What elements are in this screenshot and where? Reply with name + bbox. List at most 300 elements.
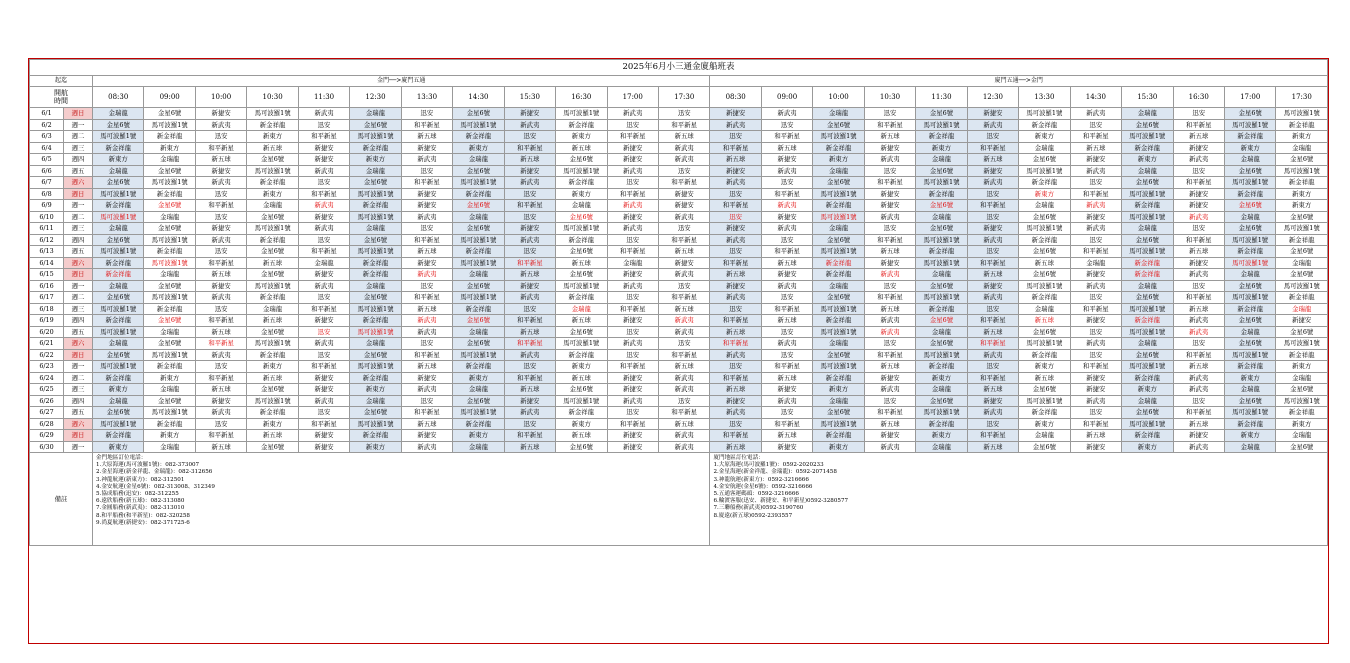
schedule-rows	[30, 108, 1328, 453]
ship-cell: 新捷安	[1173, 188, 1224, 200]
ship-cell: 迅安	[1070, 234, 1121, 246]
ship-cell: 新武夷	[864, 269, 915, 281]
departure-time: 15:30	[1122, 87, 1173, 108]
xiamen-contact-line: 3.神龍航運(新東方)：0592-3216666	[713, 476, 809, 483]
kinmen-contacts	[93, 453, 710, 546]
ship-cell: 新捷安	[761, 384, 812, 396]
ship-cell: 金星6號	[916, 200, 967, 212]
ship-cell: 新東方	[1224, 430, 1275, 442]
ship-cell: 新東方	[1276, 361, 1328, 373]
departure-time: 12:30	[350, 87, 401, 108]
ship-cell: 馬可波羅1號	[1224, 234, 1275, 246]
ship-cell: 和平新星	[504, 257, 555, 269]
ship-cell: 新金祥龍	[453, 131, 504, 143]
ship-cell: 新武夷	[710, 119, 761, 131]
ship-cell: 新捷安	[298, 269, 349, 281]
ship-cell: 馬可波羅1號	[813, 326, 864, 338]
ship-cell: 金星6號	[93, 177, 144, 189]
ship-cell: 迅安	[710, 131, 761, 143]
ship-cell: 新五球	[1019, 372, 1070, 384]
ship-cell: 金瑞龍	[93, 280, 144, 292]
ship-cell: 和平新星	[504, 142, 555, 154]
ship-cell: 金瑞龍	[813, 395, 864, 407]
ship-cell: 新東方	[556, 361, 607, 373]
ship-cell: 馬可波羅1號	[93, 326, 144, 338]
departure-time: 11:30	[298, 87, 349, 108]
ship-cell: 迅安	[195, 418, 246, 430]
ship-cell: 和平新星	[710, 200, 761, 212]
xiamen-contact-line: 1.大原海運(馬可波羅1號)：0592-2020233	[713, 462, 824, 469]
ship-cell: 新武夷	[298, 280, 349, 292]
ship-cell: 新武夷	[710, 292, 761, 304]
ship-cell: 和平新星	[1070, 131, 1121, 143]
ship-cell: 馬可波羅1號	[1019, 395, 1070, 407]
ship-cell: 和平新星	[195, 430, 246, 442]
ship-cell: 新金祥龍	[1019, 234, 1070, 246]
ship-cell: 金瑞龍	[1276, 303, 1328, 315]
ship-cell: 馬可波羅1號	[1224, 119, 1275, 131]
ship-cell: 金星6號	[1224, 315, 1275, 327]
weekday-cell: 週二	[64, 211, 93, 223]
ship-cell: 金星6號	[556, 441, 607, 453]
ship-cell: 金瑞龍	[1019, 142, 1070, 154]
ship-cell: 迅安	[298, 326, 349, 338]
xiamen-contact-line: 5.五通客運碼頭：0592-3216666	[713, 491, 799, 498]
ship-cell: 新武夷	[607, 338, 658, 350]
ship-cell: 新武夷	[967, 349, 1018, 361]
ship-cell: 金星6號	[350, 234, 401, 246]
ship-cell: 新金祥龍	[350, 372, 401, 384]
ship-cell: 新東方	[350, 384, 401, 396]
table-row	[30, 372, 1328, 384]
ship-cell: 新捷安	[761, 269, 812, 281]
ship-cell: 新五球	[556, 142, 607, 154]
ship-cell: 馬可波羅1號	[144, 177, 195, 189]
departure-time: 17:30	[1276, 87, 1328, 108]
table-row	[30, 384, 1328, 396]
ship-cell: 金瑞龍	[93, 108, 144, 120]
ship-cell: 馬可波羅1號	[1276, 223, 1328, 235]
date-cell: 6/14	[30, 257, 64, 269]
ship-cell: 新捷安	[658, 188, 709, 200]
ship-cell: 新五球	[658, 418, 709, 430]
ship-cell: 新捷安	[607, 154, 658, 166]
ship-cell: 新武夷	[195, 119, 246, 131]
ship-cell: 金星6號	[1224, 280, 1275, 292]
ship-cell: 新金祥龍	[453, 418, 504, 430]
ship-cell: 金瑞龍	[144, 211, 195, 223]
ship-cell: 新捷安	[195, 223, 246, 235]
ship-cell: 馬可波羅1號	[813, 188, 864, 200]
departure-time: 16:30	[556, 87, 607, 108]
ship-cell: 新捷安	[607, 384, 658, 396]
ship-cell: 新五球	[761, 257, 812, 269]
ship-cell: 新捷安	[761, 441, 812, 453]
ship-cell: 新捷安	[607, 441, 658, 453]
ship-cell: 新東方	[453, 372, 504, 384]
xiamen-contact-line: 6.輪渡客服(迅安、新捷安、和平新星)0592-3280577	[713, 498, 849, 505]
table-row	[30, 430, 1328, 442]
ship-cell: 和平新星	[298, 303, 349, 315]
schedule-table	[29, 59, 1328, 546]
ship-cell: 馬可波羅1號	[1122, 131, 1173, 143]
ship-cell: 新武夷	[864, 315, 915, 327]
ship-cell: 新東方	[144, 372, 195, 384]
ship-cell: 和平新星	[761, 188, 812, 200]
ship-cell: 新五球	[1070, 142, 1121, 154]
ship-cell: 新捷安	[298, 430, 349, 442]
ship-cell: 迅安	[761, 407, 812, 419]
weekday-cell: 週日	[64, 188, 93, 200]
ship-cell: 新捷安	[607, 372, 658, 384]
ship-cell: 馬可波羅1號	[93, 246, 144, 258]
ship-cell: 新武夷	[607, 280, 658, 292]
ship-cell: 金星6號	[916, 338, 967, 350]
ship-cell: 金星6號	[1019, 154, 1070, 166]
ship-cell: 金星6號	[556, 384, 607, 396]
date-cell: 6/1	[30, 108, 64, 120]
ship-cell: 和平新星	[761, 131, 812, 143]
ship-cell: 金星6號	[247, 384, 298, 396]
ship-cell: 和平新星	[195, 372, 246, 384]
ship-cell: 新捷安	[607, 430, 658, 442]
weekday-cell: 週一	[64, 361, 93, 373]
ship-cell: 和平新星	[1173, 234, 1224, 246]
ship-cell: 金瑞龍	[350, 223, 401, 235]
weekday-cell: 週三	[64, 384, 93, 396]
ship-cell: 金瑞龍	[916, 384, 967, 396]
ship-cell: 和平新星	[298, 246, 349, 258]
ship-cell: 迅安	[710, 361, 761, 373]
ship-cell: 新武夷	[195, 177, 246, 189]
ship-cell: 新東方	[556, 131, 607, 143]
ship-cell: 新金祥龍	[93, 200, 144, 212]
table-title: 2025年6月小三通金廈船班表	[30, 60, 1328, 76]
ship-cell: 新五球	[1173, 303, 1224, 315]
ship-cell: 新武夷	[298, 223, 349, 235]
ship-cell: 馬可波羅1號	[144, 292, 195, 304]
table-row	[30, 280, 1328, 292]
ship-cell: 金瑞龍	[1122, 223, 1173, 235]
ship-cell: 新金祥龍	[1019, 177, 1070, 189]
departure-time: 10:00	[195, 87, 246, 108]
ship-cell: 金星6號	[556, 269, 607, 281]
ship-cell: 迅安	[967, 131, 1018, 143]
date-cell: 6/8	[30, 188, 64, 200]
ship-cell: 迅安	[710, 418, 761, 430]
ship-cell: 迅安	[298, 349, 349, 361]
ship-cell: 金瑞龍	[1122, 108, 1173, 120]
ship-cell: 馬可波羅1號	[1019, 280, 1070, 292]
ship-cell: 新金祥龍	[453, 361, 504, 373]
weekday-cell: 週日	[64, 430, 93, 442]
table-row	[30, 292, 1328, 304]
ship-cell: 新金祥龍	[93, 372, 144, 384]
ship-cell: 金瑞龍	[453, 269, 504, 281]
ship-cell: 新武夷	[658, 154, 709, 166]
date-cell: 6/10	[30, 211, 64, 223]
ship-cell: 新捷安	[1173, 430, 1224, 442]
ship-cell: 和平新星	[607, 131, 658, 143]
ship-cell: 金瑞龍	[453, 384, 504, 396]
table-row	[30, 200, 1328, 212]
ship-cell: 迅安	[761, 292, 812, 304]
ship-cell: 新東方	[1122, 384, 1173, 396]
departure-time: 08:30	[93, 87, 144, 108]
departure-time: 13:30	[401, 87, 452, 108]
ship-cell: 金瑞龍	[350, 165, 401, 177]
ship-cell: 迅安	[401, 165, 452, 177]
ship-cell: 迅安	[504, 188, 555, 200]
ship-cell: 新捷安	[504, 223, 555, 235]
date-cell: 6/26	[30, 395, 64, 407]
ship-cell: 新五球	[247, 142, 298, 154]
ship-cell: 新捷安	[864, 142, 915, 154]
ship-cell: 新東方	[556, 418, 607, 430]
ship-cell: 金瑞龍	[247, 303, 298, 315]
ship-cell: 新東方	[93, 154, 144, 166]
ship-cell: 迅安	[607, 234, 658, 246]
ship-cell: 新金祥龍	[813, 315, 864, 327]
ship-cell: 新武夷	[658, 326, 709, 338]
ship-cell: 迅安	[298, 234, 349, 246]
ship-cell: 新武夷	[298, 108, 349, 120]
ship-cell: 馬可波羅1號	[247, 108, 298, 120]
ship-cell: 新五球	[967, 269, 1018, 281]
ship-cell: 迅安	[607, 349, 658, 361]
weekday-cell: 週五	[64, 246, 93, 258]
ship-cell: 新金祥龍	[93, 257, 144, 269]
ship-cell: 馬可波羅1號	[556, 395, 607, 407]
ship-cell: 新五球	[247, 257, 298, 269]
ship-cell: 新武夷	[607, 165, 658, 177]
ship-cell: 迅安	[504, 246, 555, 258]
ship-cell: 馬可波羅1號	[1122, 418, 1173, 430]
departure-time: 12:30	[967, 87, 1018, 108]
direction-return: 廈門五通──>金門	[710, 76, 1328, 87]
ship-cell: 新捷安	[195, 108, 246, 120]
weekday-cell: 週一	[64, 200, 93, 212]
ship-cell: 新五球	[556, 430, 607, 442]
ship-cell: 金星6號	[1019, 326, 1070, 338]
ship-cell: 新武夷	[607, 108, 658, 120]
ship-cell: 新金祥龍	[144, 131, 195, 143]
ship-cell: 新東方	[93, 441, 144, 453]
ship-cell: 新捷安	[298, 315, 349, 327]
departure-time: 14:30	[453, 87, 504, 108]
ship-cell: 新捷安	[504, 280, 555, 292]
ship-cell: 新武夷	[298, 338, 349, 350]
ship-cell: 新武夷	[401, 441, 452, 453]
ship-cell: 新武夷	[504, 407, 555, 419]
ship-cell: 新金祥龍	[813, 269, 864, 281]
ship-cell: 新武夷	[504, 177, 555, 189]
schedule-sheet	[28, 58, 1329, 644]
ship-cell: 和平新星	[1173, 292, 1224, 304]
ship-cell: 新武夷	[761, 200, 812, 212]
ship-cell: 迅安	[401, 108, 452, 120]
ship-cell: 和平新星	[607, 188, 658, 200]
ship-cell: 新金祥龍	[813, 257, 864, 269]
ship-cell: 和平新星	[710, 430, 761, 442]
ship-cell: 馬可波羅1號	[916, 234, 967, 246]
ship-cell: 和平新星	[864, 407, 915, 419]
ship-cell: 金星6號	[144, 315, 195, 327]
ship-cell: 金瑞龍	[607, 257, 658, 269]
ship-cell: 和平新星	[864, 349, 915, 361]
date-cell: 6/19	[30, 315, 64, 327]
weekday-cell: 週日	[64, 349, 93, 361]
ship-cell: 新金祥龍	[1276, 177, 1328, 189]
ship-cell: 新東方	[916, 142, 967, 154]
kinmen-contact-line: 8.和平船務(和平新星)：082-320258	[96, 512, 190, 519]
ship-cell: 金星6號	[1276, 211, 1328, 223]
ship-cell: 金星6號	[93, 119, 144, 131]
ship-cell: 新五球	[761, 430, 812, 442]
ship-cell: 新五球	[1173, 418, 1224, 430]
ship-cell: 迅安	[401, 280, 452, 292]
ship-cell: 金星6號	[350, 292, 401, 304]
ship-cell: 馬可波羅1號	[1019, 338, 1070, 350]
ship-cell: 和平新星	[710, 372, 761, 384]
ship-cell: 新武夷	[607, 200, 658, 212]
ship-cell: 新武夷	[1173, 372, 1224, 384]
ship-cell: 新金祥龍	[916, 188, 967, 200]
ship-cell: 新武夷	[864, 211, 915, 223]
ship-cell: 金瑞龍	[1019, 303, 1070, 315]
ship-cell: 新金祥龍	[144, 188, 195, 200]
ship-cell: 金星6號	[1019, 211, 1070, 223]
ship-cell: 新五球	[401, 418, 452, 430]
ship-cell: 迅安	[967, 246, 1018, 258]
ship-cell: 新五球	[761, 372, 812, 384]
date-cell: 6/13	[30, 246, 64, 258]
ship-cell: 馬可波羅1號	[247, 338, 298, 350]
ship-cell: 新捷安	[967, 280, 1018, 292]
ship-cell: 金星6號	[916, 280, 967, 292]
ship-cell: 新金祥龍	[350, 269, 401, 281]
ship-cell: 新捷安	[401, 200, 452, 212]
ship-cell: 和平新星	[710, 315, 761, 327]
departure-time: 13:30	[1019, 87, 1070, 108]
ship-cell: 迅安	[195, 211, 246, 223]
ship-cell: 迅安	[195, 131, 246, 143]
ship-cell: 迅安	[710, 211, 761, 223]
ship-cell: 新武夷	[401, 384, 452, 396]
weekday-cell: 週四	[64, 395, 93, 407]
ship-cell: 新東方	[350, 154, 401, 166]
ship-cell: 金星6號	[556, 211, 607, 223]
ship-cell: 新捷安	[298, 142, 349, 154]
ship-cell: 和平新星	[401, 407, 452, 419]
date-cell: 6/17	[30, 292, 64, 304]
ship-cell: 和平新星	[401, 292, 452, 304]
ship-cell: 迅安	[298, 177, 349, 189]
ship-cell: 新金祥龍	[1122, 430, 1173, 442]
ship-cell: 新捷安	[967, 223, 1018, 235]
ship-cell: 和平新星	[658, 234, 709, 246]
ship-cell: 新五球	[195, 441, 246, 453]
departure-time: 08:30	[710, 87, 761, 108]
ship-cell: 新東方	[813, 154, 864, 166]
ship-cell: 新五球	[1019, 257, 1070, 269]
departure-time: 11:30	[916, 87, 967, 108]
ship-cell: 新金祥龍	[916, 303, 967, 315]
ship-cell: 馬可波羅1號	[1019, 165, 1070, 177]
ship-cell: 迅安	[761, 234, 812, 246]
ship-cell: 金瑞龍	[1224, 154, 1275, 166]
ship-cell: 馬可波羅1號	[144, 234, 195, 246]
ship-cell: 和平新星	[1070, 188, 1121, 200]
ship-cell: 金星6號	[247, 269, 298, 281]
ship-cell: 新五球	[967, 441, 1018, 453]
ship-cell: 新東方	[1019, 131, 1070, 143]
ship-cell: 迅安	[195, 361, 246, 373]
ship-cell: 新捷安	[864, 372, 915, 384]
ship-cell: 和平新星	[864, 234, 915, 246]
xiamen-contact-line: 2.金星海運(新金祥龍、金瑞龍)：0592-2071458	[713, 469, 837, 476]
ship-cell: 和平新星	[1070, 303, 1121, 315]
ship-cell: 新金祥龍	[1224, 418, 1275, 430]
ship-cell: 和平新星	[967, 200, 1018, 212]
weekday-cell: 週三	[64, 142, 93, 154]
ship-cell: 新東方	[556, 188, 607, 200]
date-cell: 6/9	[30, 200, 64, 212]
ship-cell: 金瑞龍	[247, 200, 298, 212]
ship-cell: 新金祥龍	[350, 430, 401, 442]
table-row	[30, 326, 1328, 338]
ship-cell: 新五球	[504, 269, 555, 281]
ship-cell: 新捷安	[1070, 211, 1121, 223]
ship-cell: 新捷安	[1276, 315, 1328, 327]
date-cell: 6/24	[30, 372, 64, 384]
ship-cell: 新東方	[453, 142, 504, 154]
table-row	[30, 165, 1328, 177]
ship-cell: 新武夷	[195, 407, 246, 419]
ship-cell: 金瑞龍	[1224, 441, 1275, 453]
ship-cell: 迅安	[401, 395, 452, 407]
ship-cell: 迅安	[401, 338, 452, 350]
ship-cell: 和平新星	[864, 119, 915, 131]
ship-cell: 金瑞龍	[813, 165, 864, 177]
ship-cell: 迅安	[401, 223, 452, 235]
table-row	[30, 407, 1328, 419]
weekday-cell: 週六	[64, 338, 93, 350]
ship-cell: 馬可波羅1號	[1019, 108, 1070, 120]
ship-cell: 馬可波羅1號	[247, 223, 298, 235]
ship-cell: 迅安	[710, 246, 761, 258]
ship-cell: 新金祥龍	[1224, 188, 1275, 200]
ship-cell: 金瑞龍	[1276, 372, 1328, 384]
ship-cell: 金星6號	[1019, 441, 1070, 453]
notes-row	[30, 453, 1328, 546]
ship-cell: 迅安	[607, 292, 658, 304]
ship-cell: 新金祥龍	[453, 188, 504, 200]
ship-cell: 馬可波羅1號	[1122, 246, 1173, 258]
ship-cell: 和平新星	[761, 246, 812, 258]
ship-cell: 新五球	[967, 326, 1018, 338]
ship-cell: 金星6號	[1122, 234, 1173, 246]
ship-cell: 金瑞龍	[1019, 430, 1070, 442]
ship-cell: 金星6號	[813, 234, 864, 246]
ship-cell: 和平新星	[658, 292, 709, 304]
ship-cell: 新捷安	[1070, 384, 1121, 396]
ship-cell: 金星6號	[1276, 154, 1328, 166]
ship-cell: 新五球	[401, 303, 452, 315]
ship-cell: 金瑞龍	[916, 441, 967, 453]
ship-cell: 新捷安	[401, 372, 452, 384]
ship-cell: 新東方	[813, 384, 864, 396]
